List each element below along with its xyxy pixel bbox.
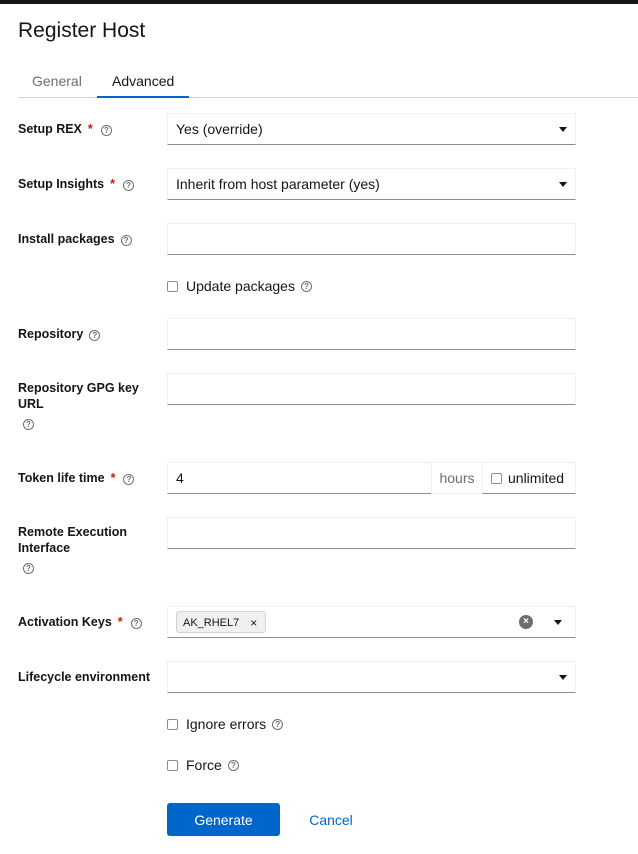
- remote-execution-interface-input[interactable]: [167, 517, 576, 549]
- activation-keys-multiselect[interactable]: [167, 606, 576, 638]
- help-icon[interactable]: ?: [131, 618, 142, 629]
- help-icon[interactable]: ?: [101, 125, 112, 136]
- setup-rex-select[interactable]: Yes (override): [167, 113, 576, 145]
- help-icon[interactable]: ?: [228, 760, 239, 771]
- help-icon[interactable]: ?: [123, 474, 134, 485]
- help-icon[interactable]: ?: [123, 180, 134, 191]
- ignore-errors-checkbox-row[interactable]: Ignore errors ?: [167, 716, 283, 732]
- tab-advanced[interactable]: Advanced: [97, 66, 189, 98]
- tab-bar: [18, 66, 638, 98]
- repository-input[interactable]: [167, 318, 576, 350]
- force-checkbox-row[interactable]: Force ?: [167, 757, 239, 773]
- unlimited-checkbox-row[interactable]: unlimited: [482, 462, 576, 494]
- token-life-time-label: Token life time * ?: [18, 470, 158, 486]
- setup-insights-select[interactable]: Inherit from host parameter (yes): [167, 168, 576, 200]
- help-icon[interactable]: ?: [121, 235, 132, 246]
- activation-keys-label: Activation Keys * ?: [18, 614, 158, 630]
- lifecycle-environment-select[interactable]: [167, 661, 576, 693]
- setup-rex-label: Setup REX * ?: [18, 121, 158, 137]
- page-title: Register Host: [18, 19, 146, 42]
- ignore-errors-checkbox[interactable]: [167, 719, 178, 730]
- force-checkbox[interactable]: [167, 760, 178, 771]
- clear-selection-icon[interactable]: ×: [519, 615, 533, 629]
- install-packages-label: Install packages ?: [18, 231, 158, 247]
- repository-gpg-input[interactable]: [167, 373, 576, 405]
- chevron-down-icon[interactable]: [554, 620, 562, 625]
- lifecycle-environment-label: Lifecycle environment: [18, 670, 150, 684]
- help-icon[interactable]: ?: [89, 330, 100, 341]
- unlimited-checkbox[interactable]: [491, 473, 502, 484]
- help-icon[interactable]: ?: [272, 719, 283, 730]
- chip-remove-icon[interactable]: ×: [250, 616, 258, 630]
- required-marker: *: [87, 122, 93, 136]
- update-packages-checkbox-row[interactable]: Update packages ?: [167, 278, 312, 294]
- update-packages-checkbox[interactable]: [167, 281, 178, 292]
- install-packages-input[interactable]: [167, 223, 576, 255]
- token-life-time-input[interactable]: 4: [167, 462, 432, 494]
- repository-label: Repository ?: [18, 326, 158, 342]
- remote-execution-interface-label: Remote Execution Interface ?: [18, 525, 128, 573]
- required-marker: *: [110, 471, 116, 485]
- help-icon[interactable]: ?: [23, 563, 34, 574]
- required-marker: *: [117, 615, 123, 629]
- help-icon[interactable]: ?: [23, 419, 34, 430]
- repository-gpg-label: Repository GPG key URL ?: [18, 381, 139, 429]
- activation-key-chip: AK_RHEL7 ×: [176, 611, 266, 633]
- required-marker: *: [110, 177, 115, 191]
- help-icon[interactable]: ?: [301, 281, 312, 292]
- tab-general[interactable]: General: [32, 73, 82, 89]
- setup-insights-label: Setup Insights * ?: [18, 176, 158, 192]
- top-bar: [0, 0, 638, 4]
- token-unit-label: hours: [431, 462, 483, 494]
- generate-button[interactable]: Generate: [167, 803, 280, 836]
- cancel-button[interactable]: Cancel: [297, 803, 365, 836]
